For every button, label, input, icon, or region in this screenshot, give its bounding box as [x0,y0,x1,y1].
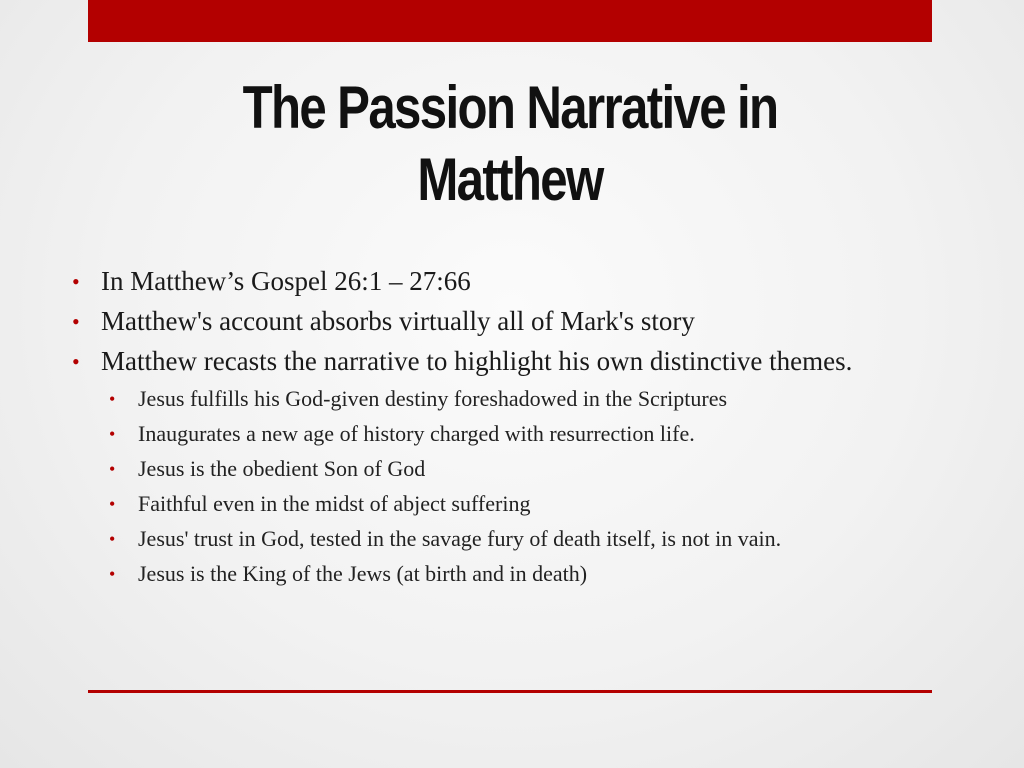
sub-bullet-text: Jesus fulfills his God-given destiny foreshadowed in the Scriptures [138,386,728,411]
bullet-text: In Matthew’s Gospel 26:1 – 27:66 [101,266,471,296]
bullet-list [72,266,952,587]
sub-bullet-item [105,456,952,482]
slide-title-line-1: The Passion Narrative in [242,74,778,141]
sub-bullet-text: Jesus is the King of the Jews (at birth and in death) [138,561,588,586]
sub-bullet-marker: • [109,529,116,549]
sub-bullet-marker: • [109,424,116,444]
bullet-text: Matthew recasts the narrative to highlight his own distinctive themes. [101,346,853,376]
slide-title [164,72,856,216]
sub-bullet-item [105,421,952,447]
sub-bullet-text: Faithful even in the midst of abject suffering [138,491,531,516]
bullet-item [72,306,952,337]
sub-bullet-text: Jesus' trust in God, tested in the savage fury of death itself, is not in vain. [138,526,782,551]
sub-bullet-item [105,561,952,587]
top-accent-bar [88,0,932,42]
sub-bullet-marker: • [109,459,116,479]
sub-bullet-text: Inaugurates a new age of history charged with resurrection life. [138,421,695,446]
sub-bullet-item [105,491,952,517]
bullet-marker: • [72,309,80,334]
slide-title-line-2: Matthew [417,146,603,213]
sub-bullet-text: Jesus is the obedient Son of God [138,456,426,481]
sub-bullet-item [105,526,952,552]
bullet-item [72,266,952,297]
sub-bullet-marker: • [109,494,116,514]
bullet-marker: • [72,349,80,374]
bullet-marker: • [72,269,80,294]
slide-content [72,266,952,596]
bullet-item [72,346,952,587]
sub-bullet-marker: • [109,564,116,584]
sub-bullet-item [105,386,952,412]
bottom-accent-line [88,690,932,693]
sub-bullet-list [105,386,952,587]
sub-bullet-marker: • [109,389,116,409]
bullet-text: Matthew's account absorbs virtually all of Mark's story [101,306,695,336]
